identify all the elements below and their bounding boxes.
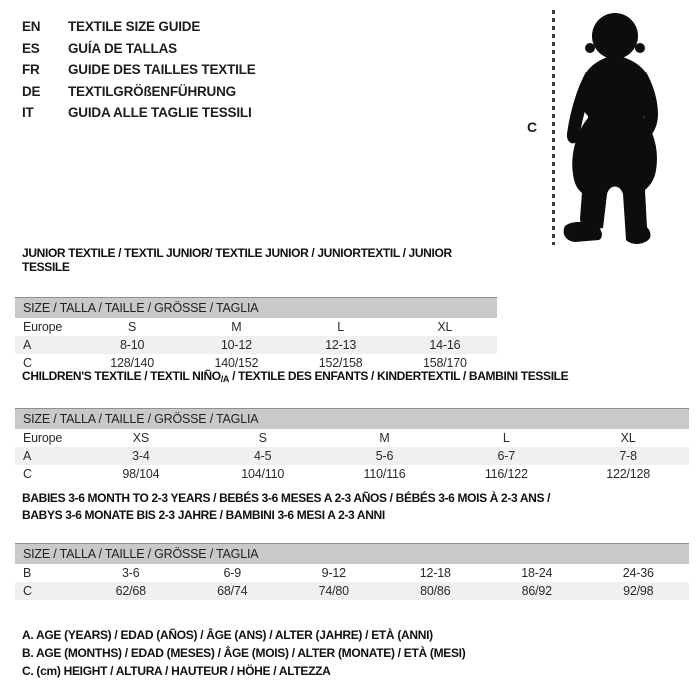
language-row-de [22,81,256,103]
value-cell: 4-5 [202,447,324,465]
title-text: / TEXTILE DES ENFANTS / KINDERTEXTIL / BAMBINI TESSILE [229,369,569,383]
row-label-cell: A [15,447,80,465]
table-row-age [15,447,689,465]
value-cell: 122/128 [606,466,650,481]
size-cell: XL [437,319,453,334]
value-cell: 3-6 [122,565,140,580]
row-label-cell: B [23,565,32,580]
babies-table-title: BABIES 3-6 MONTH TO 2-3 YEARS / BEBÉS 3-6 MESES A 2-3 AÑOS / BÉBÉS 3-6 MOIS À 2-3 ANS / BABYS 3-6 MONATE BIS 2-3 JAHRE / BAMBINI 3-6 MESI A 2-3 ANNI [22,491,551,522]
language-code: EN [22,19,41,34]
legend-line-b: B. AGE (MONTHS) / EDAD (MESES) / ÂGE (MOIS) / ALTER (MONATE) / ETÀ (MESI) [22,646,466,660]
size-cell: L [502,430,510,445]
value-cell: 86/92 [486,582,588,600]
size-header-bar [15,544,689,564]
table-row-europe [15,429,689,447]
junior-table-title: JUNIOR TEXTILE / TEXTIL JUNIOR/ TEXTILE JUNIOR / JUNIORTEXTIL / JUNIOR TESSILE [22,246,452,274]
row-label-cell: Europe [23,319,63,334]
size-cell: L [337,319,344,334]
row-label-cell: C [23,466,32,481]
size-header-label: SIZE / TALLA / TAILLE / GRÖSSE / TAGLIA [15,409,689,429]
value-cell: 9-12 [321,565,346,580]
size-cell: S [128,319,137,334]
size-cell: XL [620,430,636,445]
value-cell: 104/110 [241,466,285,481]
language-code: IT [22,105,34,120]
title-subscript: /A [220,374,230,384]
size-cell: XS [132,430,150,445]
language-row-it [22,102,256,124]
value-cell: 10-12 [184,336,288,354]
row-label-cell: Europe [23,430,63,445]
toddler-silhouette-icon [563,8,668,248]
size-cell: M [231,319,242,334]
title-text: CHILDREN'S TEXTILE / TEXTIL NIÑO [22,369,221,383]
value-cell: 8-10 [80,336,184,354]
value-cell: 152/158 [318,355,363,370]
value-cell: 14-16 [393,336,497,354]
childrens-table-title [15,369,689,386]
language-code: DE [22,83,41,99]
legend-line-c: C. (cm) HEIGHT / ALTURA / HAUTEUR / HÖHE / ALTEZZA [22,664,331,678]
table-row-age-months [15,564,689,582]
size-header-bar [15,298,497,318]
value-cell: 74/80 [283,582,385,600]
table-row-height [15,465,689,483]
size-header-label: SIZE / TALLA / TAILLE / GRÖSSE / TAGLIA [15,298,497,318]
value-cell: 12-18 [419,565,451,580]
value-cell: 128/140 [110,355,155,370]
value-cell: 68/74 [182,582,284,600]
value-cell: 12-13 [289,336,393,354]
size-cell: S [258,430,267,445]
language-label: GUIDE DES TAILLES TEXTILE [68,62,256,77]
language-code: ES [22,40,40,56]
table-row-age [15,336,497,354]
measurement-legend [22,626,465,680]
value-cell: 5-6 [324,447,446,465]
value-cell: 158/170 [422,355,467,370]
language-label: TEXTILE SIZE GUIDE [68,19,201,34]
value-cell: 98/104 [122,466,160,481]
childrens-textile-section [15,369,689,483]
value-cell: 116/122 [484,466,528,481]
value-cell: 24-36 [622,565,654,580]
language-row-fr [22,59,256,81]
value-cell: 7-8 [567,447,689,465]
value-cell: 6-9 [223,565,241,580]
row-label-cell: C [15,582,80,600]
size-header-bar [15,409,689,429]
language-label: GUIDA ALLE TAGLIE TESSILI [68,105,252,120]
table-row-europe [15,318,497,336]
size-header-label: SIZE / TALLA / TAILLE / GRÖSSE / TAGLIA [15,544,689,564]
childrens-size-table [15,408,689,483]
language-list [22,16,256,124]
language-row-es [22,38,256,60]
junior-size-table [15,297,497,372]
babies-textile-section [15,490,689,600]
row-label-cell: C [23,355,32,370]
value-cell: 3-4 [80,447,202,465]
value-cell: 80/86 [385,582,487,600]
language-code: FR [22,62,40,77]
row-label-cell: A [15,336,80,354]
legend-line-a: A. AGE (YEARS) / EDAD (AÑOS) / ÂGE (ANS) / ALTER (JAHRE) / ETÀ (ANNI) [22,628,433,642]
value-cell: 18-24 [521,565,553,580]
language-row-en [22,16,256,38]
value-cell: 6-7 [445,447,567,465]
language-label: GUÍA DE TALLAS [68,40,177,56]
value-cell: 110/116 [363,466,406,481]
height-measure-dashed-line [552,10,555,245]
language-label: TEXTILGRÖßENFÜHRUNG [68,83,236,99]
height-measure-label: C [527,119,538,135]
junior-textile-section [15,246,497,372]
size-cell: M [379,430,390,445]
value-cell: 140/152 [214,355,259,370]
value-cell: 62/68 [80,582,182,600]
table-row-height [15,582,689,600]
value-cell: 92/98 [588,582,690,600]
babies-size-table [15,543,689,600]
